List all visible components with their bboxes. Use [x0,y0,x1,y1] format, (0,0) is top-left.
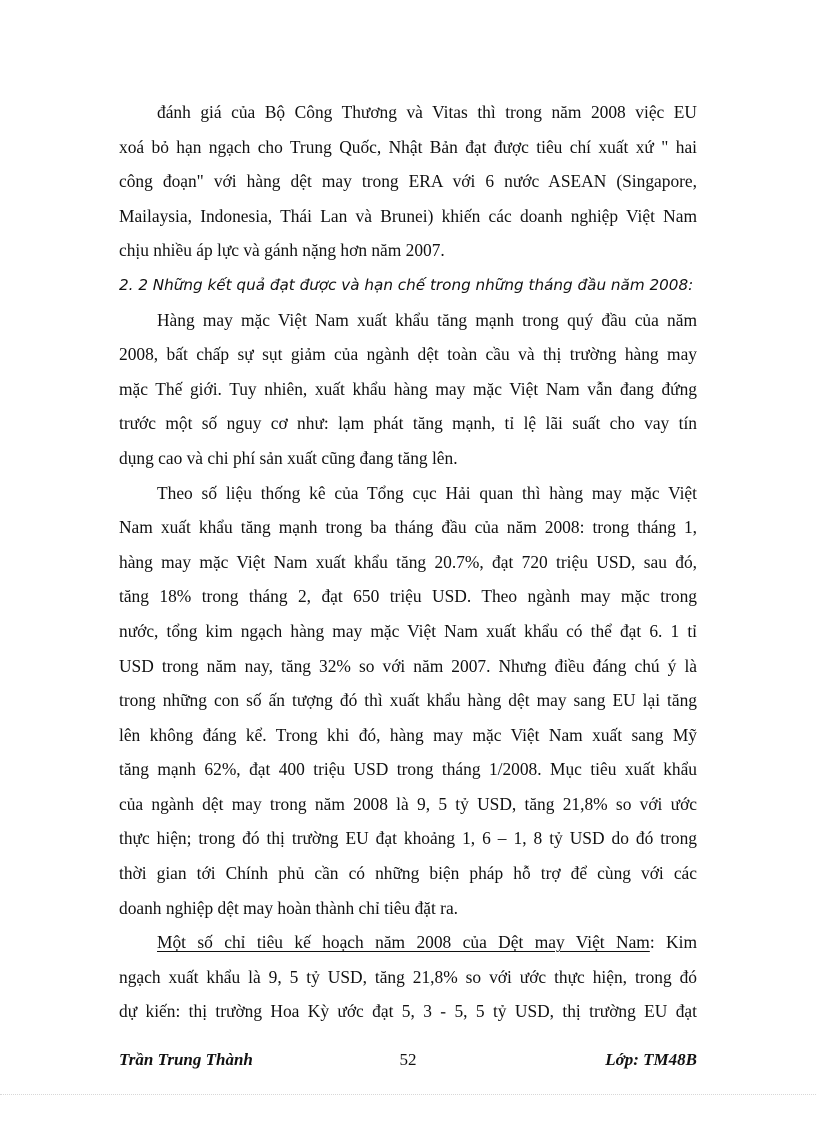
footer-class: Lớp: TM48B [605,1050,697,1069]
text-line: 2008, bất chấp sự sụt giảm của ngành dệt toàn cầu và thị trường hàng may [119,344,697,365]
text-line: tăng 18% trong tháng 2, đạt 650 triệu USD. Theo ngành may mặc trong [119,586,697,607]
text-line: chịu nhiều áp lực và gánh nặng hơn năm 2007. [119,240,445,261]
text-line: USD trong năm nay, tăng 32% so với năm 2007. Nhưng điều đáng chú ý là [119,655,697,676]
text-line: lên không đáng kể. Trong khi đó, hàng may mặc Việt Nam xuất sang Mỹ [119,724,697,745]
text-line: mặc Thế giới. Tuy nhiên, xuất khẩu hàng may mặc Việt Nam vẫn đang đứng [119,378,697,399]
text-line: dụng cao và chi phí sản xuất cũng đang tăng lên. [119,447,458,468]
text-line: Nam xuất khẩu tăng mạnh trong ba tháng đầu của năm 2008: trong tháng 1, [119,517,697,538]
section-heading: 2. 2 Những kết quả đạt được và hạn chế trong những tháng đầu năm 2008: [119,275,694,294]
text-line: doanh nghiệp dệt may hoàn thành chỉ tiêu đặt ra. [119,897,459,918]
page-bottom-divider [0,1094,816,1095]
text-line: Hàng may mặc Việt Nam xuất khẩu tăng mạnh trong quý đầu của năm [157,309,697,330]
paragraph-plan-targets [119,925,697,1029]
text-line: trước một số nguy cơ như: lạm phát tăng mạnh, tỉ lệ lãi suất cho vay tín [119,413,697,434]
text-line: trong những con số ấn tượng đó thì xuất khẩu hàng dệt may sang EU lại tăng [119,690,697,711]
text-line: của ngành dệt may trong năm 2008 là 9, 5 tỷ USD, tăng 21,8% so với ước [119,793,697,814]
footer-author: Trần Trung Thành [119,1050,253,1069]
text-line: xoá bỏ hạn ngạch cho Trung Quốc, Nhật Bản đạt được tiêu chí xuất xứ " hai [119,136,697,157]
lead-rest: : Kim [649,932,697,953]
text-line: đánh giá của Bộ Công Thương và Vitas thì trong năm 2008 việc EU [157,102,697,122]
text-line: thời gian tới Chính phủ cần có những biện pháp hỗ trợ để cùng với các [119,863,697,884]
text-line: công đoạn" với hàng dệt may trong ERA với 6 nước ASEAN (Singapore, [119,171,697,192]
body-text [119,95,697,1029]
text-line: dự kiến: thị trường Hoa Kỳ ước đạt 5, 3 - 5, 5 tỷ USD, thị trường EU đạt [119,1001,697,1022]
text-line: tăng mạnh 62%, đạt 400 triệu USD trong tháng 1/2008. Mục tiêu xuất khẩu [119,759,697,780]
paragraph-export-growth [119,303,697,476]
text-line: Theo số liệu thống kê của Tổng cục Hải quan thì hàng may mặc Việt [157,482,697,503]
text-line [119,925,697,960]
page-footer [119,1050,697,1074]
text-line: nước, tổng kim ngạch hàng may mặc Việt Nam xuất khẩu có thể đạt 6. 1 tỉ [119,620,697,641]
text-line: ngạch xuất khẩu là 9, 5 tỷ USD, tăng 21,8% so với ước thực hiện, trong đó [119,966,697,987]
text-line: hàng may mặc Việt Nam xuất khẩu tăng 20.7%, đạt 720 triệu USD, sau đó, [119,551,697,572]
page-number: 52 [399,1050,417,1069]
text-line: thực hiện; trong đó thị trường EU đạt khoảng 1, 6 – 1, 8 tỷ USD do đó trong [119,828,697,849]
underlined-lead: Một số chỉ tiêu kế hoạch năm 2008 của Dệt may Việt Nam [157,932,650,953]
paragraph-continuation [119,95,697,268]
text-line: Mailaysia, Indonesia, Thái Lan và Brunei) khiến các doanh nghiệp Việt Nam [119,205,697,226]
paragraph-customs-statistics [119,476,697,926]
